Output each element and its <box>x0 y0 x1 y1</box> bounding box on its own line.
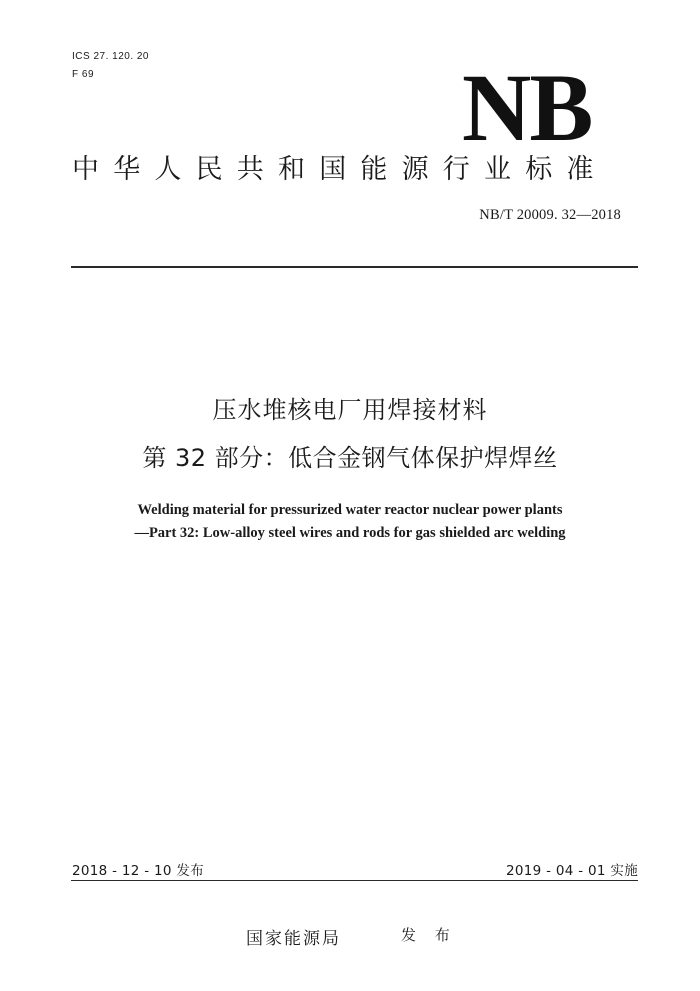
header-divider <box>71 266 638 268</box>
chinese-title-line-2: 第 32 部分：低合金钢气体保护焊焊丝 <box>142 444 558 472</box>
english-title-line-1: Welding material for pressurized water reactor nuclear power plants <box>137 502 563 518</box>
issue-date: 2018 - 12 - 10 发布 <box>72 863 205 879</box>
english-title-line-2: —Part 32: Low-alloy steel wires and rods for gas shielded arc welding <box>134 525 566 541</box>
chinese-title-line-1: 压水堆核电厂用焊接材料 <box>212 396 488 424</box>
publisher-name: 国家能源局 <box>246 929 341 949</box>
ccs-code: F 69 <box>72 69 95 80</box>
footer-divider <box>71 880 638 881</box>
nb-logo: NB <box>462 54 592 161</box>
publish-label: 发 布 <box>401 926 457 944</box>
standard-number: NB/T 20009. 32—2018 <box>479 207 621 223</box>
organization-title: 中华人民共和国能源行业标准 <box>72 154 608 185</box>
implementation-date: 2019 - 04 - 01 实施 <box>505 863 638 879</box>
ics-code: ICS 27. 120. 20 <box>72 51 149 62</box>
